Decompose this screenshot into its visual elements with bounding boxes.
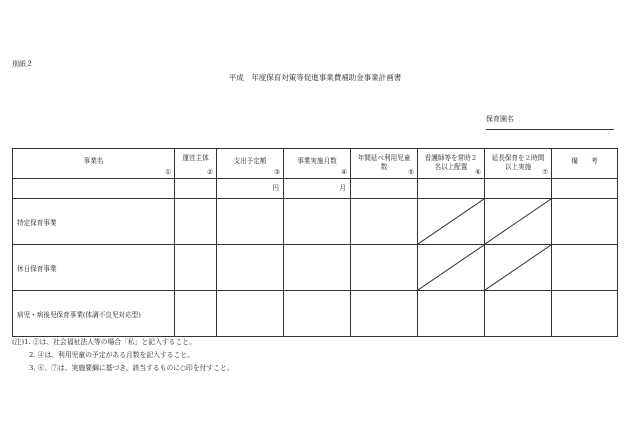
note-item: 2. ④は、利用児童の予定がある月数を記入すること。 <box>29 351 194 359</box>
notes-section <box>12 336 234 375</box>
header-planned-expense: 支出予定額 ③ <box>217 149 284 179</box>
row-label-holiday-care: 休日保育事業 <box>13 245 175 291</box>
header-operator: 運営主体 ② <box>175 149 217 179</box>
facility-name-label: 保育園名 <box>486 115 514 123</box>
diagonal-cell <box>485 199 552 245</box>
expense-unit-cell[interactable]: 円 <box>217 179 284 199</box>
plan-table <box>12 148 618 337</box>
header-nurses: 看護師等を常時２名以上配置 ⑥ <box>418 149 485 179</box>
header-months: 事業実施月数 ④ <box>284 149 351 179</box>
table-header-row <box>13 149 618 179</box>
facility-name-field[interactable] <box>486 129 614 130</box>
note-item: (注)1. ②は、社会福祉法人等の場合「私」と記入すること。 <box>12 338 196 346</box>
row-label-sick-child-care: 病児・病後児保育事業(体調不良児対応型) <box>13 291 175 337</box>
table-row <box>13 179 618 199</box>
header-project-name: 事業名 ① <box>13 149 175 179</box>
diagonal-cell <box>485 245 552 291</box>
note-item: 3. ⑥、⑦は、実施要綱に基づき、該当するものに○印を付すこと。 <box>29 364 234 372</box>
header-annual-children: 年間延べ利用児童数 ⑤ <box>351 149 418 179</box>
diagonal-cell <box>418 199 485 245</box>
table-row <box>13 245 618 291</box>
months-unit-cell[interactable]: 月 <box>284 179 351 199</box>
document-title: 平成 年度保育対策等促進事業費補助金事業計画書 <box>228 73 402 82</box>
header-remarks: 備 考 <box>552 149 618 179</box>
table-row <box>13 291 618 337</box>
attachment-label: 別紙２ <box>12 60 33 68</box>
header-extended-care: 延長保育を２時間以上実施 ⑦ <box>485 149 552 179</box>
diagonal-cell <box>418 245 485 291</box>
row-label-specific-care: 特定保育事業 <box>13 199 175 245</box>
table-row <box>13 199 618 245</box>
